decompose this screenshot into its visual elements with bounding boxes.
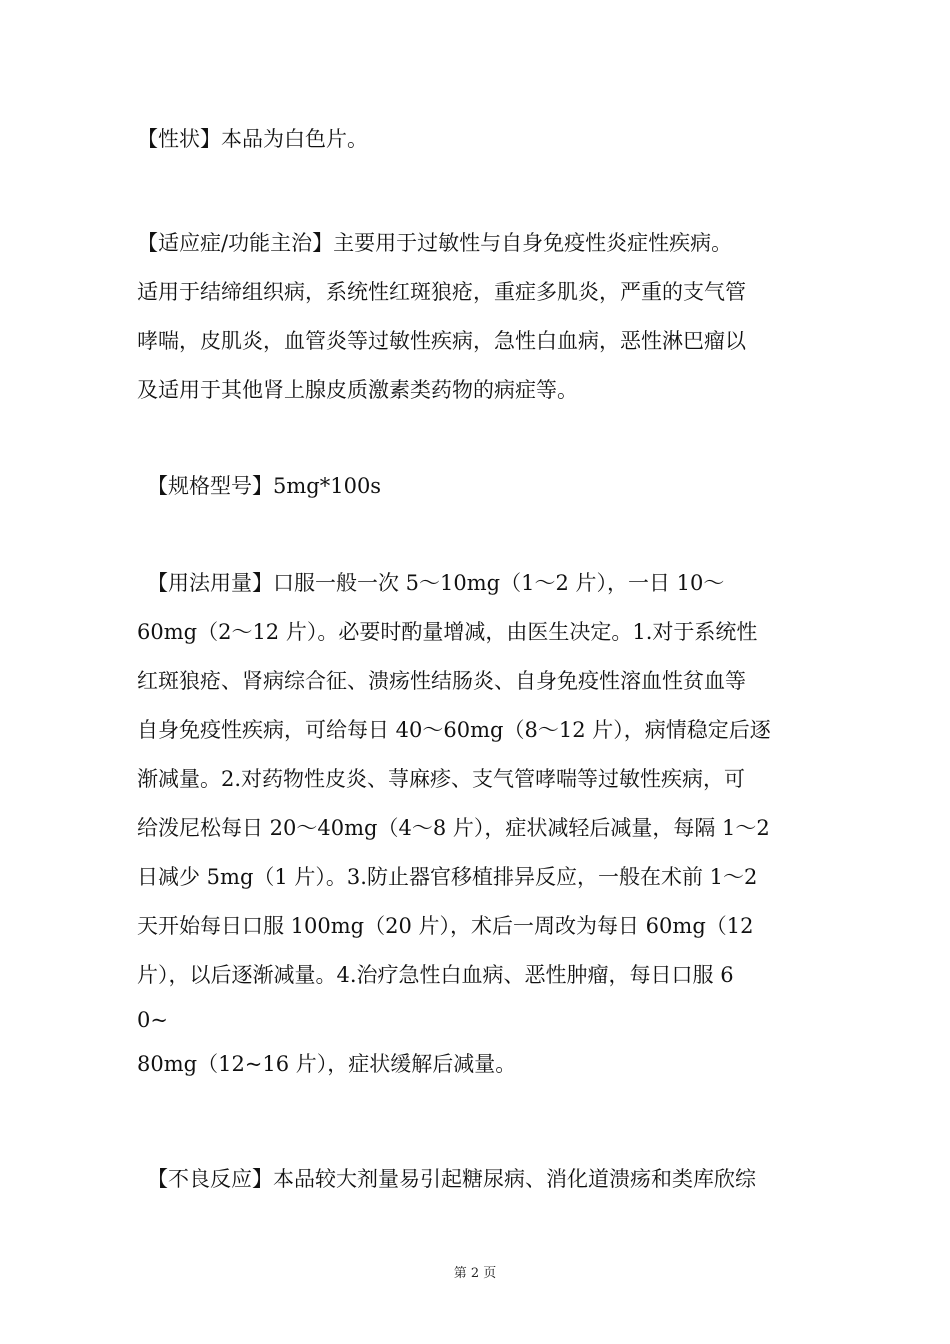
text-line: 渐减量。2.对药物性皮炎、荨麻疹、支气管哮喘等过敏性疾病，可 [137, 767, 746, 791]
section-specification [137, 462, 827, 511]
text-line: 哮喘，皮肌炎，血管炎等过敏性疾病，急性白血病，恶性淋巴瘤以 [137, 329, 746, 353]
text-line: 60mg（2～12 片）。必要时酌量增减，由医生决定。1.对于系统性 [137, 620, 758, 644]
text-line: 【规格型号】5mg*100s [147, 474, 382, 498]
text-line: 0~ [137, 1008, 168, 1032]
text-line: 【用法用量】口服一般一次 5～10mg（1～2 片），一日 10～ [147, 571, 725, 595]
text-line: 红斑狼疮、肾病综合征、溃疡性结肠炎、自身免疫性溶血性贫血等 [137, 669, 746, 693]
text-line: 【适应症/功能主治】主要用于过敏性与自身免疫性炎症性疾病。 [137, 231, 733, 255]
text-line: 日减少 5mg（1 片）。3.防止器官移植排异反应，一般在术前 1～2 [137, 865, 758, 889]
text-line: 【性状】本品为白色片。 [137, 127, 368, 151]
text-line: 【不良反应】本品较大剂量易引起糖尿病、消化道溃疡和类库欣综 [147, 1167, 756, 1191]
text-line: 片），以后逐渐减量。4.治疗急性白血病、恶性肿瘤，每日口服 6 [137, 963, 734, 987]
section-dosage [137, 559, 827, 1089]
text-line: 适用于结缔组织病，系统性红斑狼疮，重症多肌炎，严重的支气管 [137, 280, 746, 304]
page-number: 第 2 页 [453, 1266, 497, 1281]
section-appearance [137, 115, 827, 164]
section-adverse-reactions [137, 1155, 827, 1204]
text-line: 天开始每日口服 100mg（20 片），术后一周改为每日 60mg（12 [137, 914, 754, 938]
text-line: 及适用于其他肾上腺皮质激素类药物的病症等。 [137, 378, 578, 402]
text-line: 80mg（12~16 片），症状缓解后减量。 [137, 1052, 517, 1076]
text-line: 给泼尼松每日 20～40mg（4～8 片），症状减轻后减量，每隔 1～2 [137, 816, 770, 840]
section-indications [137, 219, 827, 415]
text-line: 自身免疫性疾病，可给每日 40～60mg（8～12 片），病情稳定后逐 [137, 718, 771, 742]
